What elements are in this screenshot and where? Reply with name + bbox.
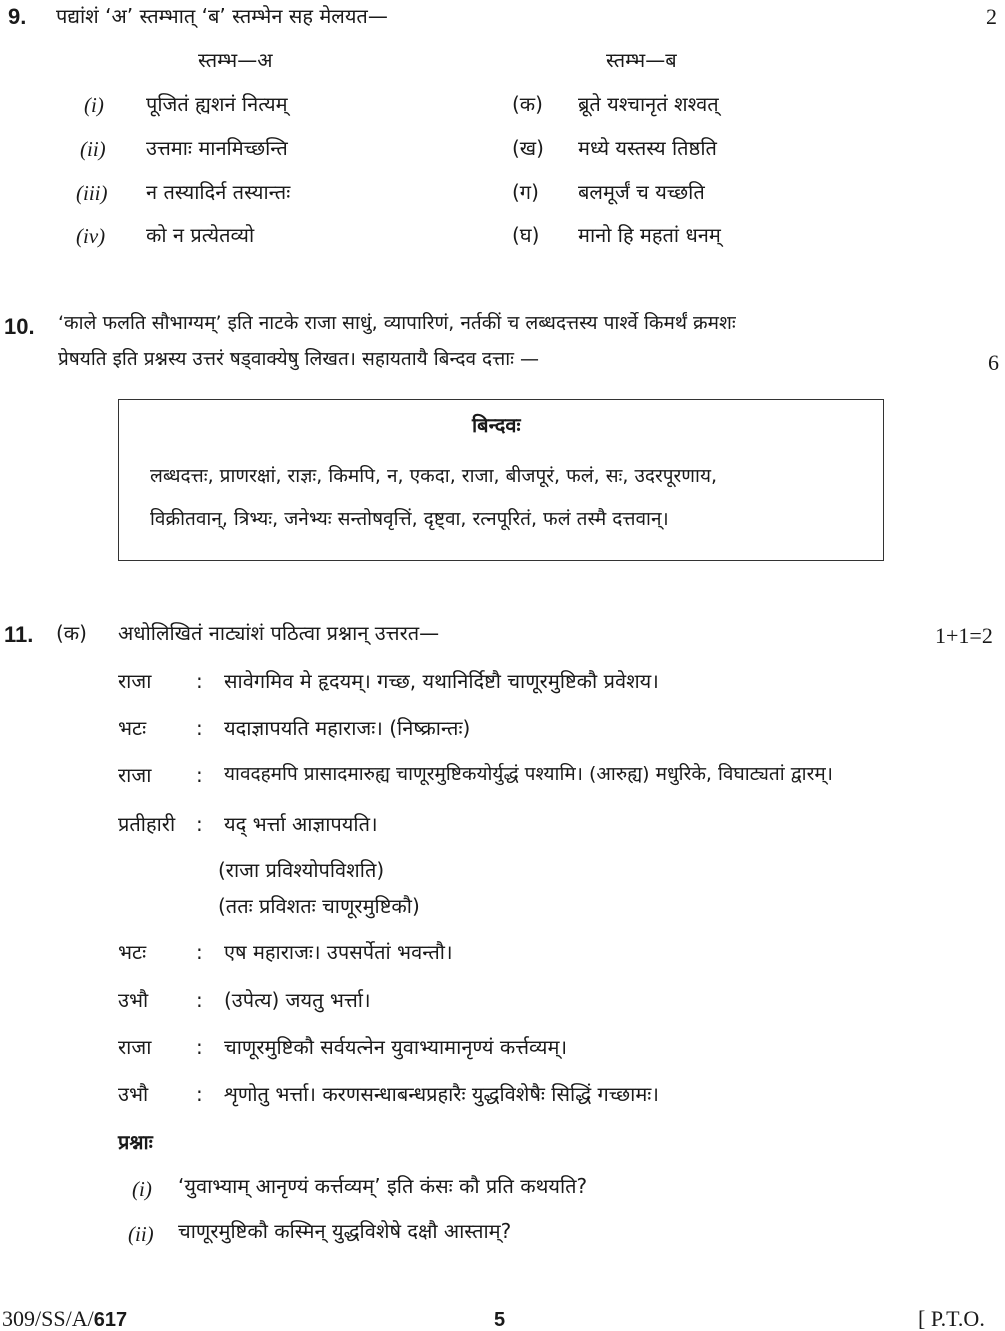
page-number: 5 xyxy=(494,1309,506,1331)
pto-label: [ P.T.O. xyxy=(918,1306,985,1331)
stage-direction: (ततः प्रविशतः चाणूरमुष्टिकौ) xyxy=(218,894,420,918)
sub-question-text: ‘युवाभ्याम् आनृण्यं कर्त्तव्यम्’ इति कंसः कौ प्रति कथयति? xyxy=(178,1174,588,1198)
q10-text-line2: प्रेषयति इति प्रश्नस्य उत्तरं षड्वाक्येषु लिखत। सहायतायै बिन्दव दत्ताः — xyxy=(58,348,540,370)
q9-row-a: न तस्यादिर्न तस्यान्तः xyxy=(146,180,291,204)
dialogue-speaker: उभौ xyxy=(118,988,149,1012)
paper-code xyxy=(2,1308,127,1330)
q9-row-b: बलमूर्जं च यच्छति xyxy=(578,180,705,204)
q9-row-a: उत्तमाः मानमिच्छन्ति xyxy=(146,136,288,160)
dialogue-speaker: भटः xyxy=(118,716,147,740)
q9-row-b: मध्ये यस्तस्य तिष्ठति xyxy=(578,136,717,160)
q9-column-a-header: स्तम्भ—अ xyxy=(198,48,273,72)
dialogue-speaker: भटः xyxy=(118,940,147,964)
q10-number: 10. xyxy=(4,314,35,339)
q9-number: 9. xyxy=(8,4,27,29)
q9-row-num: (iii) xyxy=(76,181,108,205)
dialogue-colon: : xyxy=(196,812,203,836)
paper-code-prefix: 309/SS/A/ xyxy=(2,1306,94,1331)
q9-row-letter: (ख) xyxy=(512,136,544,160)
dialogue-line: (उपेत्य) जयतु भर्त्ता। xyxy=(224,988,371,1012)
hint-box-title: बिन्दवः xyxy=(472,413,521,437)
hint-box-line1: लब्धदत्तः, प्राणरक्षां, राज्ञः, किमपि, न, एकदा, राजा, बीजपूरं, फलं, सः, उदरपूरणाय, xyxy=(150,465,718,487)
dialogue-colon: : xyxy=(196,1035,203,1059)
q9-column-b-header: स्तम्भ—ब xyxy=(606,48,677,72)
dialogue-line: एष महाराजः। उपसर्पेतां भवन्तौ। xyxy=(224,940,453,964)
sub-question-num: (ii) xyxy=(128,1222,154,1246)
q10-text-line1: ‘काले फलति सौभाग्यम्’ इति नाटके राजा साधुं, व्यापारिणं, नर्तकीं च लब्धदत्तस्य पार्श्वे किमर्थं क्रमशः xyxy=(58,312,736,334)
dialogue-speaker: राजा xyxy=(118,669,152,693)
q9-text: पद्यांशं ‘अ’ स्तम्भात् ‘ब’ स्तम्भेन सह मेलयत— xyxy=(56,4,388,28)
q9-row-b: मानो हि महतां धनम् xyxy=(578,223,721,247)
dialogue-colon: : xyxy=(196,1082,203,1106)
questions-label: प्रश्नाः xyxy=(118,1130,153,1154)
dialogue-colon: : xyxy=(196,716,203,740)
stage-direction: (राजा प्रविश्योपविशति) xyxy=(218,858,385,882)
q10-marks: 6 xyxy=(988,350,999,375)
q9-row-num: (ii) xyxy=(80,137,106,161)
dialogue-colon: : xyxy=(196,940,203,964)
dialogue-line: यदाज्ञापयति महाराजः। (निष्क्रान्तः) xyxy=(224,716,471,740)
q9-row-a: पूजितं ह्यशनं नित्यम् xyxy=(146,92,288,116)
q9-marks: 2 xyxy=(986,4,997,29)
q11-number: 11. xyxy=(4,622,34,647)
dialogue-line: यावदहमपि प्रासादमारुह्य चाणूरमुष्टिकयोर्युद्धं पश्यामि। (आरुह्य) मधुरिके, विघाट्यतां द्वारम्। xyxy=(224,763,833,785)
dialogue-line: शृणोतु भर्त्ता। करणसन्धाबन्धप्रहारैः युद्धविशेषैः सिद्धिं गच्छामः। xyxy=(224,1082,659,1106)
dialogue-line: सावेगमिव मे हृदयम्। गच्छ, यथानिर्दिष्टौ चाणूरमुष्टिकौ प्रवेशय। xyxy=(224,669,659,693)
q9-row-b: ब्रूते यश्चानृतं शश्वत् xyxy=(578,92,719,116)
dialogue-speaker: उभौ xyxy=(118,1082,149,1106)
dialogue-speaker: राजा xyxy=(118,1035,152,1059)
dialogue-colon: : xyxy=(196,669,203,693)
sub-question-num: (i) xyxy=(132,1177,152,1201)
dialogue-line: यद् भर्त्ता आज्ञापयति। xyxy=(224,812,378,836)
dialogue-colon: : xyxy=(196,988,203,1012)
dialogue-speaker: प्रतीहारी xyxy=(118,812,176,836)
q9-row-letter: (ग) xyxy=(512,180,539,204)
q11-marks: 1+1=2 xyxy=(935,623,993,648)
q11-part: (क) xyxy=(56,621,87,645)
q9-row-a: को न प्रत्येतव्यो xyxy=(146,223,255,247)
dialogue-line: चाणूरमुष्टिकौ सर्वयत्नेन युवाभ्यामानृण्यं कर्त्तव्यम्। xyxy=(224,1035,568,1059)
dialogue-colon: : xyxy=(196,763,203,787)
q9-row-num: (iv) xyxy=(76,224,106,248)
q9-row-num: (i) xyxy=(84,93,104,117)
dialogue-speaker: राजा xyxy=(118,763,152,787)
q9-row-letter: (क) xyxy=(512,92,543,116)
hint-box-line2: विक्रीतवान्, त्रिभ्यः, जनेभ्यः सन्तोषवृत्तिं, दृष्ट्वा, रत्नपूरितं, फलं तस्मै दत्तवान्। xyxy=(150,508,669,530)
q11-text: अधोलिखितं नाट्यांशं पठित्वा प्रश्नान् उत्तरत— xyxy=(118,621,440,645)
paper-code-number: 617 xyxy=(93,1309,128,1331)
q9-row-letter: (घ) xyxy=(512,223,540,247)
sub-question-text: चाणूरमुष्टिकौ कस्मिन् युद्धविशेषे दक्षौ आस्ताम्? xyxy=(178,1219,512,1243)
